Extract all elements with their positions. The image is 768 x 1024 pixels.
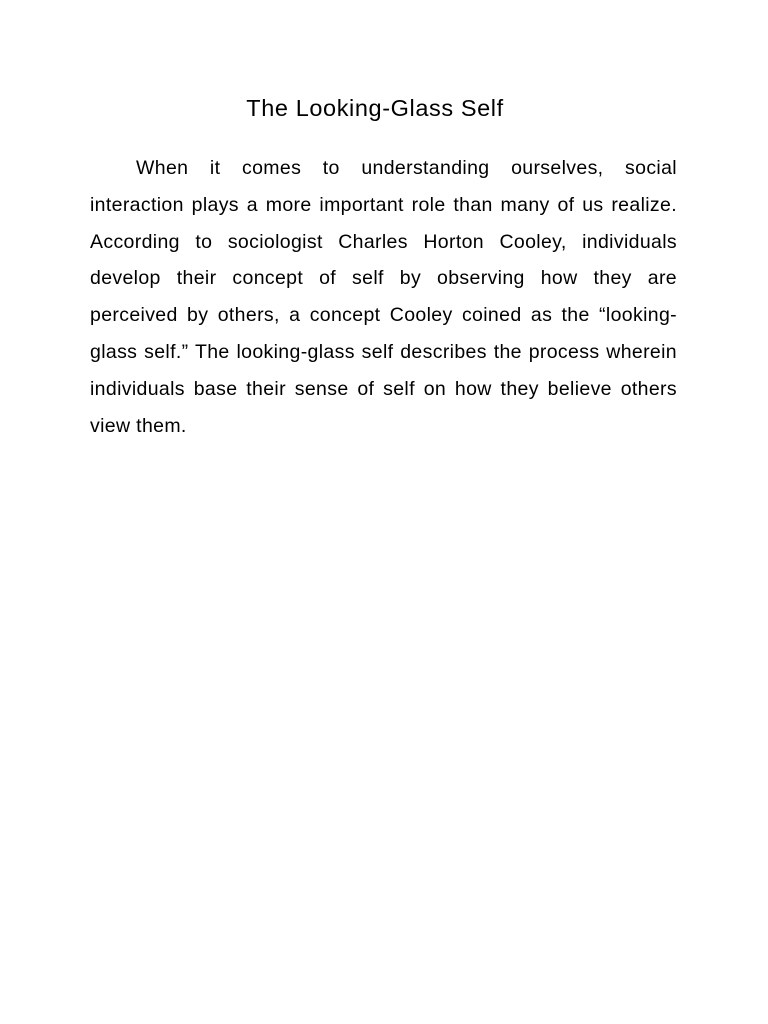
- body-paragraph: When it comes to understanding ourselves, social interaction plays a more important role than many of us realize. According to sociologist Charles Horton Cooley, individuals develop their concept of self by observing how they are perceived by others, a concept Cooley coined as the “looking-glass self.” The looking-glass self describes the process wherein individuals base their sense of self on how they believe others view them.: [90, 157, 677, 437]
- document-title: The Looking-Glass Self: [246, 95, 504, 121]
